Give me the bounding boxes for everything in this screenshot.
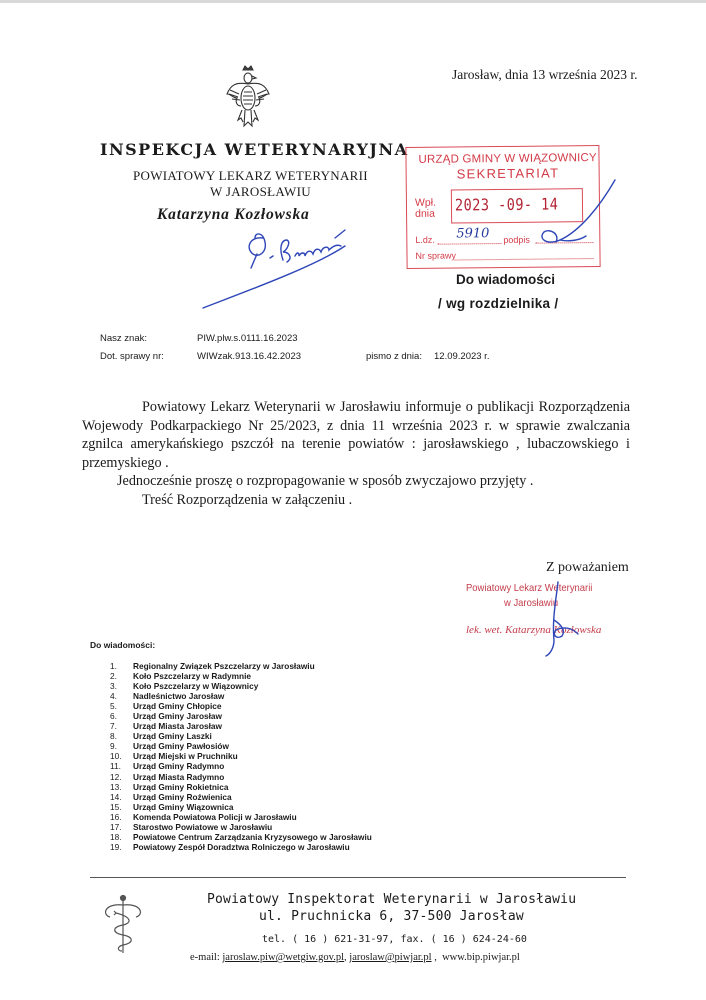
- list-item: 16. Komenda Powiatowa Policji w Jarosławiu: [110, 811, 297, 822]
- distribution-title: Do wiadomości:: [90, 640, 156, 650]
- list-item: 5. Urząd Gminy Chłopice: [110, 701, 222, 712]
- official-stamp-line-2: w Jarosławiu: [504, 597, 559, 609]
- stamp-case-number-label: Nr sprawy: [415, 250, 457, 261]
- stamp-received-label: Wpł. dnia: [414, 196, 437, 220]
- stamp-received-date: 2023 -09- 14: [454, 194, 559, 215]
- polish-eagle-emblem-icon: [225, 64, 271, 130]
- email-link-2[interactable]: jaroslaw@piwjar.pl: [349, 952, 432, 963]
- office-line-2: W JAROSŁAWIU: [210, 184, 311, 199]
- letter-date-label: pismo z dnia:: [366, 351, 422, 362]
- list-item: 10. Urząd Miejski w Pruchniku: [110, 751, 238, 762]
- list-item: 14. Urząd Gminy Roźwienica: [110, 791, 232, 802]
- website-text: , www.bip.piwjar.pl: [431, 952, 520, 963]
- stamp-ldz-label: L.dz.: [415, 234, 435, 245]
- letter-body: [82, 398, 630, 509]
- stamp-ldz-value: 5910: [456, 226, 490, 242]
- email-separator: ,: [344, 952, 350, 963]
- body-paragraph-1: Powiatowy Lekarz Weterynarii w Jarosławiu informuje o publikacji Rozporządzenia Wojewody Podkarpackiego Nr 25/2023, z dnia 11 września 2023 r. w sprawie zwalczania zgnilca amerykańskiego pszczół na terenie powiatów : jarosławskiego , lubaczowskiego i przemyskiego .: [82, 399, 630, 471]
- footer-address: ul. Pruchnicka 6, 37-500 Jarosław: [259, 909, 524, 924]
- list-item: 7. Urząd Miasta Jarosław: [110, 721, 222, 732]
- footer-contacts: [190, 952, 520, 963]
- list-item: 19. Powiatowy Zespół Doradztwa Rolniczego w Jarosławiu: [110, 841, 350, 852]
- stamp-office-name: URZĄD GMINY W WIĄZOWNICY: [418, 152, 597, 166]
- closing-signature-icon: [526, 580, 596, 660]
- list-item: 15. Urząd Gminy Wiązownica: [110, 801, 234, 812]
- body-paragraph-2: Jednocześnie proszę o rozpropagowanie w sposób zwyczajowo przyjęty .: [117, 473, 534, 489]
- stamp-department: SEKRETARIAT: [456, 165, 560, 182]
- our-ref-value: PIW.plw.s.0111.16.2023: [197, 333, 298, 344]
- veterinary-caduceus-icon: [96, 893, 150, 957]
- list-item: 4. Nadleśnictwo Jarosław: [110, 691, 225, 702]
- list-item: 3. Koło Pszczelarzy w Wiązownicy: [110, 681, 259, 692]
- footer-phones: tel. ( 16 ) 621-31-97, fax. ( 16 ) 624-24-60: [262, 934, 527, 945]
- scan-top-edge: [0, 0, 706, 3]
- list-item: 13. Urząd Gminy Rokietnica: [110, 781, 229, 792]
- officer-name: Katarzyna Kozłowska: [157, 206, 310, 223]
- footer-divider: [90, 877, 626, 879]
- stamp-signature-label: podpis: [503, 234, 530, 245]
- footer-institution: Powiatowy Inspektorat Weterynarii w Jarosławiu: [207, 892, 577, 907]
- letter-date-value: 12.09.2023 r.: [434, 351, 490, 362]
- body-paragraph-3: Treść Rozporządzenia w załączeniu .: [142, 491, 353, 508]
- list-item: 1. Regionalny Związek Pszczelarzy w Jarosławiu: [110, 661, 315, 671]
- institution-name: INSPEKCJA WETERYNARYJNA: [100, 140, 409, 159]
- recipient-title: Do wiadomości: [456, 272, 556, 287]
- email-link-1[interactable]: jaroslaw.piw@wetgiw.gov.pl: [222, 952, 345, 963]
- distribution-list: [110, 661, 372, 852]
- list-item: 18. Powiatowe Centrum Zarządzania Kryzysowego w Jarosławiu: [110, 831, 372, 842]
- list-item: 8. Urząd Gminy Laszki: [110, 731, 212, 742]
- list-item: 17. Starostwo Powiatowe w Jarosławiu: [110, 821, 273, 832]
- our-ref-label: Nasz znak:: [100, 333, 147, 344]
- list-item: 12. Urząd Miasta Radymno: [110, 771, 225, 782]
- handwritten-signature-icon: [195, 218, 365, 318]
- case-number-value: WIWzak.913.16.42.2023: [197, 351, 302, 362]
- list-item: 6. Urząd Gminy Jarosław: [110, 711, 222, 722]
- office-line-1: POWIATOWY LEKARZ WETERYNARII: [133, 168, 368, 183]
- official-stamp-line-1: Powiatowy Lekarz Weterynarii: [466, 582, 593, 594]
- recipient-subtitle: / wg rozdzielnika /: [438, 296, 559, 311]
- list-item: 2. Koło Pszczelarzy w Radymnie: [110, 671, 252, 682]
- email-label: e-mail:: [190, 952, 223, 963]
- letter-date: Jarosław, dnia 13 września 2023 r.: [452, 67, 638, 82]
- official-stamp-line-3: lek. wet. Katarzyna Kozłowska: [466, 624, 602, 636]
- case-number-label: Dot. sprawy nr:: [100, 351, 164, 362]
- closing-greeting: Z poważaniem: [546, 560, 629, 575]
- list-item: 9. Urząd Gminy Pawłosiów: [110, 741, 229, 752]
- stamp-initial-signature-icon: [520, 176, 630, 256]
- list-item: 11. Urząd Gminy Radymno: [110, 761, 225, 772]
